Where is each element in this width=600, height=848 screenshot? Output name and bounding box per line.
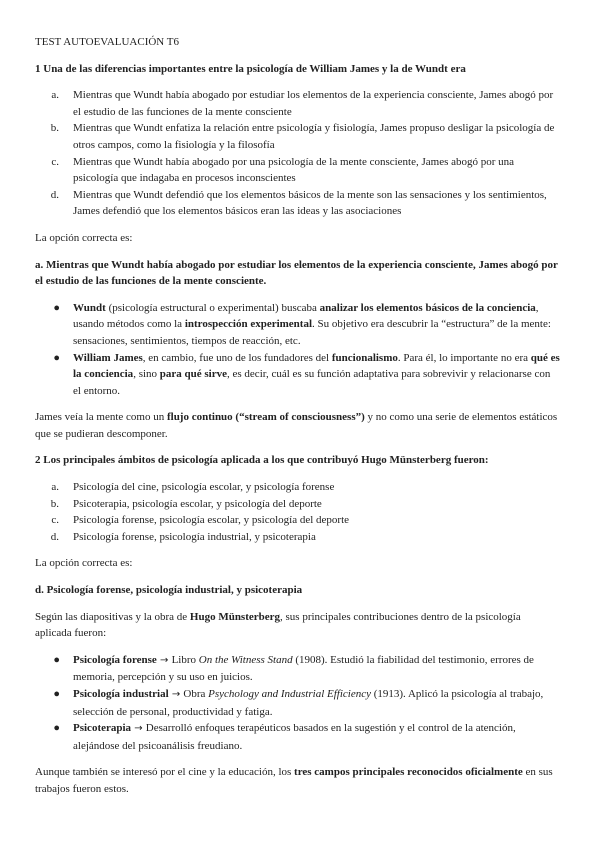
arrow-right-icon: → <box>168 689 184 700</box>
question-1-options <box>35 87 560 220</box>
option-item: c. Mientras que Wundt había abogado por una psicología de la mente consciente, James abogó por una psicología que indagaba en procesos inconscientes <box>51 155 515 185</box>
explanation-list <box>35 652 560 755</box>
option-item: a. Mientras que Wundt había abogado por estudiar los elementos de la experiencia consciente, James abogó por el estudio de las funciones de la mente consciente <box>51 89 554 118</box>
option-item: c. Psicología forense, psicología escolar, y psicología del deporte <box>51 514 350 527</box>
arrow-right-icon: → <box>131 723 146 735</box>
option-item: b. Mientras que Wundt enfatiza la relación entre psicología y fisiología, James propuso desligar la psicología de otros campos, como la fisiología y la filosofía <box>50 122 555 151</box>
arrow-right-icon: → <box>156 654 172 666</box>
list-item: ● Wundt (psicología estructural o experimental) buscaba analizar los elementos básicos de la conciencia, usando métodos como la introspección experimental. Su objetivo era descubrir la “estructura” de la mente: sensaciones, sentimientos, tiempos de reacción, etc. <box>35 300 560 350</box>
option-item: d. Mientras que Wundt defendió que los elementos básicos de la mente son las sensaciones y los sentimientos, James defendió que los elementos básicos eran las ideas y las asociaciones <box>50 188 547 218</box>
list-item: ● William James, en cambio, fue uno de los fundadores del funcionalismo. Para él, lo importante no era qué es la conciencia, sino para qué sirve, es decir, cuál es su función adaptativa para sobrevivir y relacionarse con el entorno. <box>35 350 560 400</box>
correct-answer: d. Psicología forense, psicología industrial, y psicoterapia <box>35 584 303 597</box>
question-1: 1 Una de las diferencias importantes entre la psicología de William James y la de Wundt era <box>35 62 466 75</box>
correct-answer: a. Mientras que Wundt había abogado por estudiar los elementos de la experiencia consciente, James abogó por el estudio de las funciones de la mente consciente. <box>35 258 558 288</box>
option-item: a. Psicología del cine, psicología escolar, y psicología forense <box>51 481 335 494</box>
bullet-icon: ● <box>53 688 60 700</box>
bullet-icon: ● <box>53 351 60 364</box>
explanation-closing: Aunque también se interesó por el cine y la educación, los tres campos principales reconocidos oficialmente en sus trabajos fueron estos. <box>35 766 553 795</box>
explanation-closing: James veía la mente como un flujo continuo (“stream of consciousness”) y no como una serie de elementos estáticos que se pudieran descomponer. <box>35 411 558 440</box>
correct-label: La opción correcta es: <box>35 557 133 570</box>
explanation-intro: Según las diapositivas y la obra de Hugo Münsterberg, sus principales contribuciones dentro de la psicología aplicada fueron: <box>35 610 521 640</box>
document-title: TEST AUTOEVALUACIÓN T6 <box>35 36 180 48</box>
option-item: b. Psicoterapia, psicología escolar, y psicología del deporte <box>50 497 322 510</box>
bullet-icon: ● <box>53 301 60 314</box>
question-2: 2 Los principales ámbitos de psicología aplicada a los que contribuyó Hugo Münsterberg fueron: <box>35 454 489 467</box>
list-item: ● Psicología industrial → Obra Psychology and Industrial Efficiency (1913). Aplicó la psicología al trabajo, selección de personal, productividad y fatiga. <box>35 686 560 720</box>
correct-label: La opción correcta es: <box>35 231 133 244</box>
list-item: ● Psicología forense → Libro On the Witness Stand (1908). Estudió la fiabilidad del testimonio, errores de memoria, percepción y su uso en juicios. <box>35 652 560 686</box>
explanation-list <box>35 300 560 400</box>
question-2-options <box>35 479 560 545</box>
document-page <box>35 34 560 808</box>
bullet-icon: ● <box>53 722 60 735</box>
option-item: d. Psicología forense, psicología industrial, y psicoterapia <box>50 530 316 543</box>
list-item: ● Psicoterapia → Desarrolló enfoques terapéuticos basados en la sugestión y el control de la atención, alejándose del psicoanálisis freudiano. <box>35 720 560 754</box>
bullet-icon: ● <box>53 653 60 666</box>
